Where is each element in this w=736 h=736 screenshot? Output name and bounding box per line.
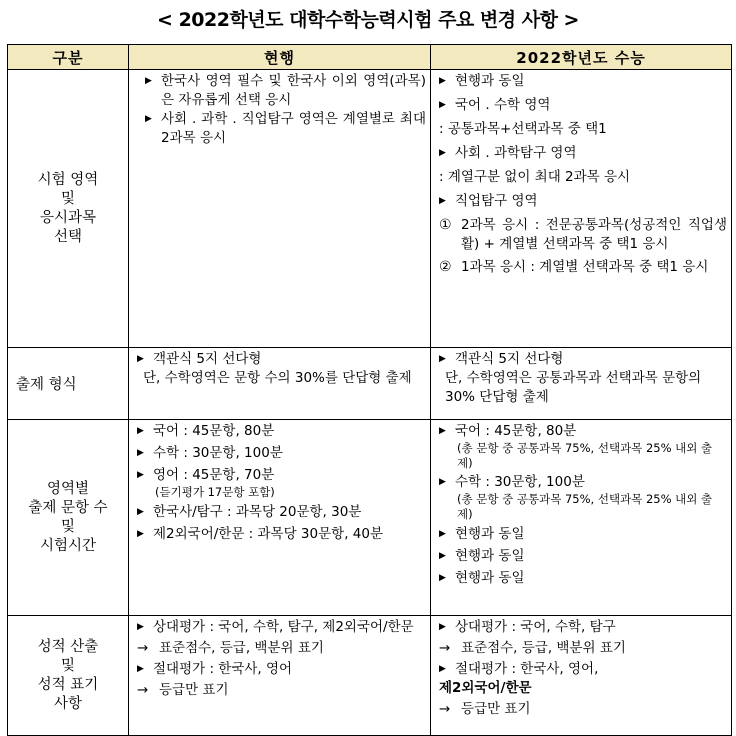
header-new: 2022학년도 수능: [431, 45, 732, 70]
bullet-icon: ▶: [439, 148, 446, 158]
bullet-icon: ▶: [439, 551, 446, 561]
arrow-right-icon: →: [439, 701, 451, 717]
current-cell: ▶ 한국사 영역 필수 및 한국사 이외 영역(과목)은 자유롭게 선택 응시 ▶ 사회 . 과학 . 직업탐구 영역은 계열별로 최대 2과목 응시: [129, 70, 431, 348]
arrow-right-icon: →: [439, 640, 451, 656]
bullet-icon: ▶: [439, 76, 446, 86]
row-category: 성적 산출 및 성적 표기 사항: [8, 616, 129, 736]
header-current: 현행: [129, 45, 431, 70]
bullet-icon: ▶: [439, 477, 446, 487]
bullet-icon: ▶: [137, 664, 144, 674]
bullet-icon: ▶: [439, 622, 446, 632]
bullet-icon: ▶: [137, 529, 144, 539]
bullet-icon: ▶: [439, 573, 446, 583]
new-cell: ▶ 객관식 5지 선다형 단, 수학영역은 공통과목과 선택과목 문항의 30% 단답형 출제: [431, 348, 732, 420]
bullet-icon: ▶: [145, 76, 152, 86]
new-cell: ▶ 국어 : 45문항, 80분 (총 문항 중 공통과목 75%, 선택과목 25% 내외 출제) ▶ 수학 : 30문항, 100분 (총 문항 중 공통과목 75%, 선택과목 25% 내외 출제) ▶ 현행과 동일 ▶ 현행과 동일 ▶ 현행과 동일: [431, 420, 732, 616]
current-cell: ▶ 상대평가 : 국어, 수학, 탐구, 제2외국어/한문 → 표준점수, 등급, 백분위 표기 ▶ 절대평가 : 한국사, 영어 → 등급만 표기: [129, 616, 431, 736]
row-category: 출제 형식: [8, 348, 129, 420]
arrow-right-icon: →: [137, 682, 149, 698]
header-category: 구분: [8, 45, 129, 70]
bullet-icon: ▶: [439, 100, 446, 110]
bullet-icon: ▶: [145, 114, 152, 124]
bullet-icon: ▶: [439, 354, 446, 364]
circled-two-icon: ②: [439, 259, 452, 275]
table-row: [8, 420, 732, 616]
bullet-icon: ▶: [137, 470, 144, 480]
bullet-icon: ▶: [137, 448, 144, 458]
circled-one-icon: ①: [439, 217, 452, 233]
new-cell: ▶ 현행과 동일 ▶ 국어 . 수학 영역 : 공통과목+선택과목 중 택1 ▶ 사회 . 과학탐구 영역 : 계열구분 없이 최대 2과목 응시 ▶ 직업탐구 영역 ① 2과목 응시 : 전문공통과목(성공적인 직업생활) + 계열별 선택과목 중 택1 응시 ② 1과목 응시 : 계열별 선택과목 중 택1 응시: [431, 70, 732, 348]
table-row: [8, 70, 732, 348]
changes-table: [7, 44, 732, 736]
bullet-icon: ▶: [137, 426, 144, 436]
row-category: 시험 영역 및 응시과목 선택: [8, 70, 129, 348]
table-row: [8, 348, 732, 420]
bullet-icon: ▶: [137, 354, 144, 364]
bullet-icon: ▶: [439, 426, 446, 436]
arrow-right-icon: →: [137, 640, 149, 656]
page-title: < 2022학년도 대학수학능력시험 주요 변경 사항 >: [157, 9, 579, 31]
bullet-icon: ▶: [137, 507, 144, 517]
bullet-icon: ▶: [137, 622, 144, 632]
row-category: 영역별 출제 문항 수 및 시험시간: [8, 420, 129, 616]
new-cell: ▶ 상대평가 : 국어, 수학, 탐구 → 표준점수, 등급, 백분위 표기 ▶ 절대평가 : 한국사, 영어, 제2외국어/한문 → 등급만 표기: [431, 616, 732, 736]
bullet-icon: ▶: [439, 196, 446, 206]
header-row: [8, 45, 732, 70]
current-cell: ▶ 국어 : 45문항, 80분 ▶ 수학 : 30문항, 100분 ▶ 영어 : 45문항, 70분 (듣기평가 17문항 포함) ▶ 한국사/탐구 : 과목당 20문항, 30분 ▶ 제2외국어/한문 : 과목당 30문항, 40분: [129, 420, 431, 616]
bullet-icon: ▶: [439, 529, 446, 539]
bullet-icon: ▶: [439, 664, 446, 674]
table-row: [8, 616, 732, 736]
current-cell: ▶ 객관식 5지 선다형 단, 수학영역은 문항 수의 30%를 단답형 출제: [129, 348, 431, 420]
